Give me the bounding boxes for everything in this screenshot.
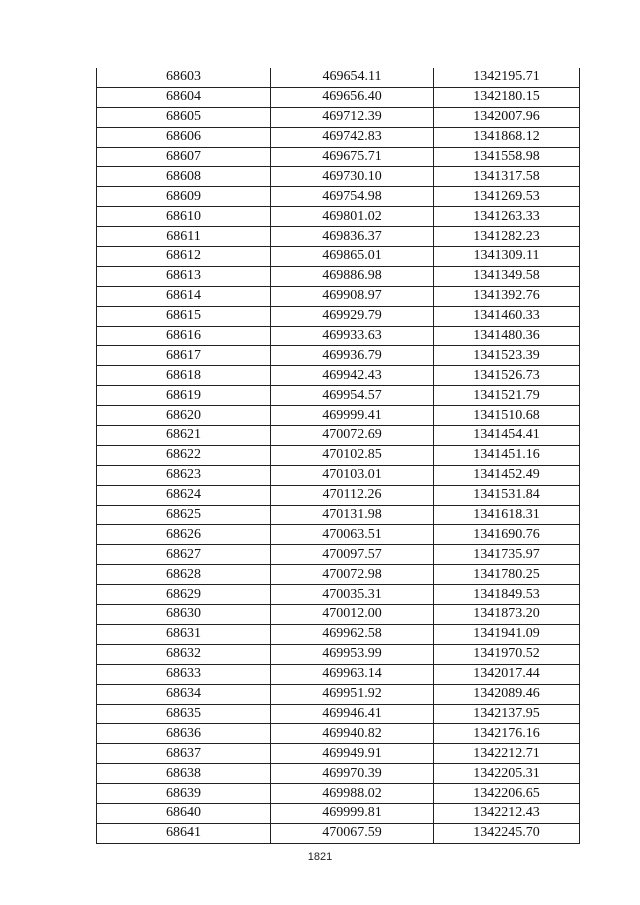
- table-row: [97, 724, 580, 744]
- x-coordinate-cell: 469675.71: [271, 147, 434, 167]
- point-id-cell: 68616: [97, 326, 271, 346]
- table-row: [97, 784, 580, 804]
- table-row: [97, 107, 580, 127]
- point-id-cell: 68618: [97, 366, 271, 386]
- x-coordinate-cell: 469954.57: [271, 386, 434, 406]
- point-id-cell: 68641: [97, 823, 271, 843]
- y-coordinate-cell: 1341392.76: [434, 286, 580, 306]
- x-coordinate-cell: 469999.81: [271, 803, 434, 823]
- table-row: [97, 326, 580, 346]
- point-id-cell: 68639: [97, 784, 271, 804]
- x-coordinate-cell: 469654.11: [271, 68, 434, 87]
- table-row: [97, 565, 580, 585]
- coordinate-table-body: [97, 68, 580, 843]
- y-coordinate-cell: 1341282.23: [434, 227, 580, 247]
- point-id-cell: 68635: [97, 704, 271, 724]
- y-coordinate-cell: 1341263.33: [434, 207, 580, 227]
- y-coordinate-cell: 1341780.25: [434, 565, 580, 585]
- table-row: [97, 266, 580, 286]
- x-coordinate-cell: 469936.79: [271, 346, 434, 366]
- y-coordinate-cell: 1341873.20: [434, 605, 580, 625]
- x-coordinate-cell: 470072.98: [271, 565, 434, 585]
- y-coordinate-cell: 1342195.71: [434, 68, 580, 87]
- table-row: [97, 605, 580, 625]
- y-coordinate-cell: 1341868.12: [434, 127, 580, 147]
- point-id-cell: 68629: [97, 585, 271, 605]
- x-coordinate-cell: 470067.59: [271, 823, 434, 843]
- x-coordinate-cell: 469908.97: [271, 286, 434, 306]
- point-id-cell: 68607: [97, 147, 271, 167]
- point-id-cell: 68604: [97, 87, 271, 107]
- y-coordinate-cell: 1342176.16: [434, 724, 580, 744]
- point-id-cell: 68625: [97, 505, 271, 525]
- x-coordinate-cell: 470131.98: [271, 505, 434, 525]
- point-id-cell: 68640: [97, 803, 271, 823]
- x-coordinate-cell: 469656.40: [271, 87, 434, 107]
- table-row: [97, 426, 580, 446]
- x-coordinate-cell: 469953.99: [271, 644, 434, 664]
- y-coordinate-cell: 1342212.43: [434, 803, 580, 823]
- y-coordinate-cell: 1341941.09: [434, 624, 580, 644]
- y-coordinate-cell: 1341452.49: [434, 465, 580, 485]
- x-coordinate-cell: 470097.57: [271, 545, 434, 565]
- y-coordinate-cell: 1341269.53: [434, 187, 580, 207]
- table-row: [97, 187, 580, 207]
- point-id-cell: 68603: [97, 68, 271, 87]
- y-coordinate-cell: 1341531.84: [434, 485, 580, 505]
- coordinate-table: [96, 68, 580, 844]
- point-id-cell: 68624: [97, 485, 271, 505]
- y-coordinate-cell: 1341523.39: [434, 346, 580, 366]
- x-coordinate-cell: 470063.51: [271, 525, 434, 545]
- table-row: [97, 585, 580, 605]
- x-coordinate-cell: 470012.00: [271, 605, 434, 625]
- x-coordinate-cell: 469865.01: [271, 247, 434, 267]
- y-coordinate-cell: 1342206.65: [434, 784, 580, 804]
- table-row: [97, 505, 580, 525]
- x-coordinate-cell: 469929.79: [271, 306, 434, 326]
- x-coordinate-cell: 469988.02: [271, 784, 434, 804]
- y-coordinate-cell: 1341690.76: [434, 525, 580, 545]
- y-coordinate-cell: 1341349.58: [434, 266, 580, 286]
- x-coordinate-cell: 470102.85: [271, 445, 434, 465]
- point-id-cell: 68611: [97, 227, 271, 247]
- table-row: [97, 366, 580, 386]
- point-id-cell: 68615: [97, 306, 271, 326]
- x-coordinate-cell: 469933.63: [271, 326, 434, 346]
- x-coordinate-cell: 469801.02: [271, 207, 434, 227]
- point-id-cell: 68614: [97, 286, 271, 306]
- y-coordinate-cell: 1342017.44: [434, 664, 580, 684]
- x-coordinate-cell: 469712.39: [271, 107, 434, 127]
- point-id-cell: 68621: [97, 426, 271, 446]
- table-row: [97, 445, 580, 465]
- table-row: [97, 167, 580, 187]
- table-row: [97, 704, 580, 724]
- page-number: 1821: [307, 851, 333, 863]
- y-coordinate-cell: 1342089.46: [434, 684, 580, 704]
- y-coordinate-cell: 1341558.98: [434, 147, 580, 167]
- point-id-cell: 68632: [97, 644, 271, 664]
- x-coordinate-cell: 469951.92: [271, 684, 434, 704]
- table-row: [97, 664, 580, 684]
- y-coordinate-cell: 1341510.68: [434, 406, 580, 426]
- table-row: [97, 127, 580, 147]
- point-id-cell: 68605: [97, 107, 271, 127]
- y-coordinate-cell: 1341849.53: [434, 585, 580, 605]
- point-id-cell: 68606: [97, 127, 271, 147]
- x-coordinate-cell: 469742.83: [271, 127, 434, 147]
- y-coordinate-cell: 1342205.31: [434, 764, 580, 784]
- x-coordinate-cell: 469754.98: [271, 187, 434, 207]
- y-coordinate-cell: 1341460.33: [434, 306, 580, 326]
- point-id-cell: 68612: [97, 247, 271, 267]
- point-id-cell: 68627: [97, 545, 271, 565]
- table-row: [97, 286, 580, 306]
- point-id-cell: 68622: [97, 445, 271, 465]
- x-coordinate-cell: 469949.91: [271, 744, 434, 764]
- y-coordinate-cell: 1341309.11: [434, 247, 580, 267]
- x-coordinate-cell: 469970.39: [271, 764, 434, 784]
- y-coordinate-cell: 1341480.36: [434, 326, 580, 346]
- point-id-cell: 68631: [97, 624, 271, 644]
- table-row: [97, 644, 580, 664]
- point-id-cell: 68630: [97, 605, 271, 625]
- x-coordinate-cell: 470112.26: [271, 485, 434, 505]
- y-coordinate-cell: 1341526.73: [434, 366, 580, 386]
- table-row: [97, 306, 580, 326]
- point-id-cell: 68620: [97, 406, 271, 426]
- y-coordinate-cell: 1342180.15: [434, 87, 580, 107]
- y-coordinate-cell: 1341451.16: [434, 445, 580, 465]
- table-row: [97, 624, 580, 644]
- x-coordinate-cell: 469942.43: [271, 366, 434, 386]
- y-coordinate-cell: 1342212.71: [434, 744, 580, 764]
- y-coordinate-cell: 1341454.41: [434, 426, 580, 446]
- table-row: [97, 87, 580, 107]
- table-row: [97, 525, 580, 545]
- x-coordinate-cell: 470072.69: [271, 426, 434, 446]
- point-id-cell: 68628: [97, 565, 271, 585]
- x-coordinate-cell: 469999.41: [271, 406, 434, 426]
- table-row: [97, 406, 580, 426]
- table-row: [97, 207, 580, 227]
- x-coordinate-cell: 470035.31: [271, 585, 434, 605]
- y-coordinate-cell: 1342245.70: [434, 823, 580, 843]
- x-coordinate-cell: 470103.01: [271, 465, 434, 485]
- point-id-cell: 68613: [97, 266, 271, 286]
- x-coordinate-cell: 469836.37: [271, 227, 434, 247]
- y-coordinate-cell: 1341521.79: [434, 386, 580, 406]
- y-coordinate-cell: 1341317.58: [434, 167, 580, 187]
- table-row: [97, 227, 580, 247]
- y-coordinate-cell: 1342007.96: [434, 107, 580, 127]
- point-id-cell: 68626: [97, 525, 271, 545]
- x-coordinate-cell: 469730.10: [271, 167, 434, 187]
- table-row: [97, 764, 580, 784]
- x-coordinate-cell: 469946.41: [271, 704, 434, 724]
- x-coordinate-cell: 469886.98: [271, 266, 434, 286]
- table-row: [97, 68, 580, 87]
- table-row: [97, 744, 580, 764]
- table-row: [97, 386, 580, 406]
- table-row: [97, 545, 580, 565]
- y-coordinate-cell: 1341970.52: [434, 644, 580, 664]
- point-id-cell: 68619: [97, 386, 271, 406]
- x-coordinate-cell: 469962.58: [271, 624, 434, 644]
- table-row: [97, 823, 580, 843]
- y-coordinate-cell: 1341735.97: [434, 545, 580, 565]
- point-id-cell: 68636: [97, 724, 271, 744]
- point-id-cell: 68633: [97, 664, 271, 684]
- table-row: [97, 346, 580, 366]
- point-id-cell: 68634: [97, 684, 271, 704]
- point-id-cell: 68617: [97, 346, 271, 366]
- point-id-cell: 68623: [97, 465, 271, 485]
- table-row: [97, 684, 580, 704]
- point-id-cell: 68608: [97, 167, 271, 187]
- table-row: [97, 147, 580, 167]
- x-coordinate-cell: 469940.82: [271, 724, 434, 744]
- table-row: [97, 803, 580, 823]
- table-row: [97, 465, 580, 485]
- point-id-cell: 68610: [97, 207, 271, 227]
- y-coordinate-cell: 1341618.31: [434, 505, 580, 525]
- x-coordinate-cell: 469963.14: [271, 664, 434, 684]
- point-id-cell: 68609: [97, 187, 271, 207]
- point-id-cell: 68638: [97, 764, 271, 784]
- y-coordinate-cell: 1342137.95: [434, 704, 580, 724]
- table-row: [97, 485, 580, 505]
- point-id-cell: 68637: [97, 744, 271, 764]
- table-row: [97, 247, 580, 267]
